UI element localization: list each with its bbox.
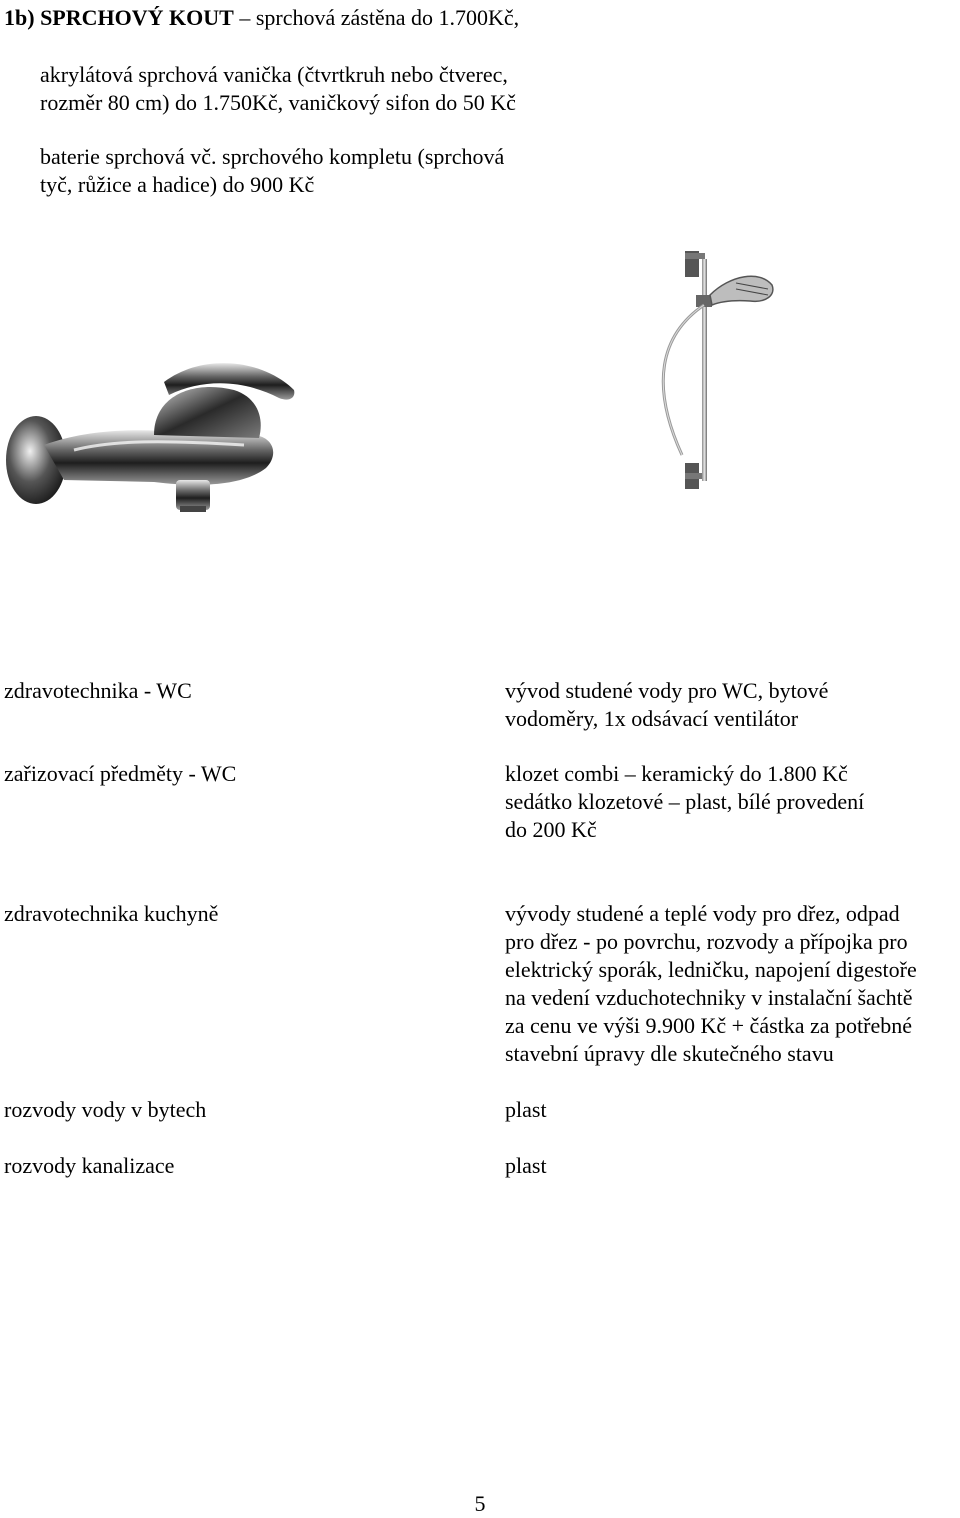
desc-wc-fixtures [505, 760, 864, 844]
desc-line: vývod studené vody pro WC, bytové [505, 678, 829, 703]
shower-mixer-faucet-icon [4, 340, 304, 530]
desc-line: za cenu ve výši 9.900 Kč + částka za potřebné [505, 1013, 913, 1038]
desc-line: elektrický sporák, ledničku, napojení digestoře [505, 957, 917, 982]
label-wc-plumbing: zdravotechnika - WC [4, 678, 192, 703]
shower-rail-set-icon [640, 245, 790, 495]
label-wc-fixtures: zařizovací předměty - WC [4, 761, 237, 786]
desc-water-distribution [505, 1096, 547, 1124]
desc-line: stavební úpravy dle skutečného stavu [505, 1041, 834, 1066]
desc-line: vývody studené a teplé vody pro dřez, odpad [505, 901, 900, 926]
heading-title: SPRCHOVÝ KOUT [40, 5, 234, 30]
desc-line: do 200 Kč [505, 817, 597, 842]
desc-kitchen-plumbing [505, 900, 917, 1068]
section-heading [4, 4, 519, 32]
desc-line: klozet combi – keramický do 1.800 Kč [505, 761, 848, 786]
desc-line: vodoměry, 1x odsávací ventilátor [505, 706, 799, 731]
desc-line: pro dřez - po povrchu, rozvody a přípojka pro [505, 929, 908, 954]
label-kitchen-plumbing: zdravotechnika kuchyně [4, 901, 219, 926]
label-water-distribution: rozvody vody v bytech [4, 1097, 207, 1122]
faucet-line-1: baterie sprchová vč. sprchového kompletu (sprchová [40, 144, 505, 169]
heading-rest: – sprchová zástěna do 1.700Kč, [239, 5, 520, 30]
heading-number: 1b) [4, 5, 35, 30]
tray-line-1: akrylátová sprchová vanička (čtvrtkruh nebo čtverec, [40, 62, 508, 87]
desc-sewer-distribution [505, 1152, 547, 1180]
desc-line: plast [505, 1153, 547, 1178]
desc-wc-plumbing [505, 677, 828, 733]
faucet-line-2: tyč, růžice a hadice) do 900 Kč [40, 172, 315, 197]
page-number: 5 [474, 1491, 486, 1516]
desc-line: plast [505, 1097, 547, 1122]
desc-line: na vedení vzduchotechniky v instalační šachtě [505, 985, 913, 1010]
tray-line-2: rozměr 80 cm) do 1.750Kč, vaničkový sifon do 50 Kč [40, 90, 516, 115]
label-sewer-distribution: rozvody kanalizace [4, 1153, 175, 1178]
desc-line: sedátko klozetové – plast, bílé provedení [505, 789, 865, 814]
